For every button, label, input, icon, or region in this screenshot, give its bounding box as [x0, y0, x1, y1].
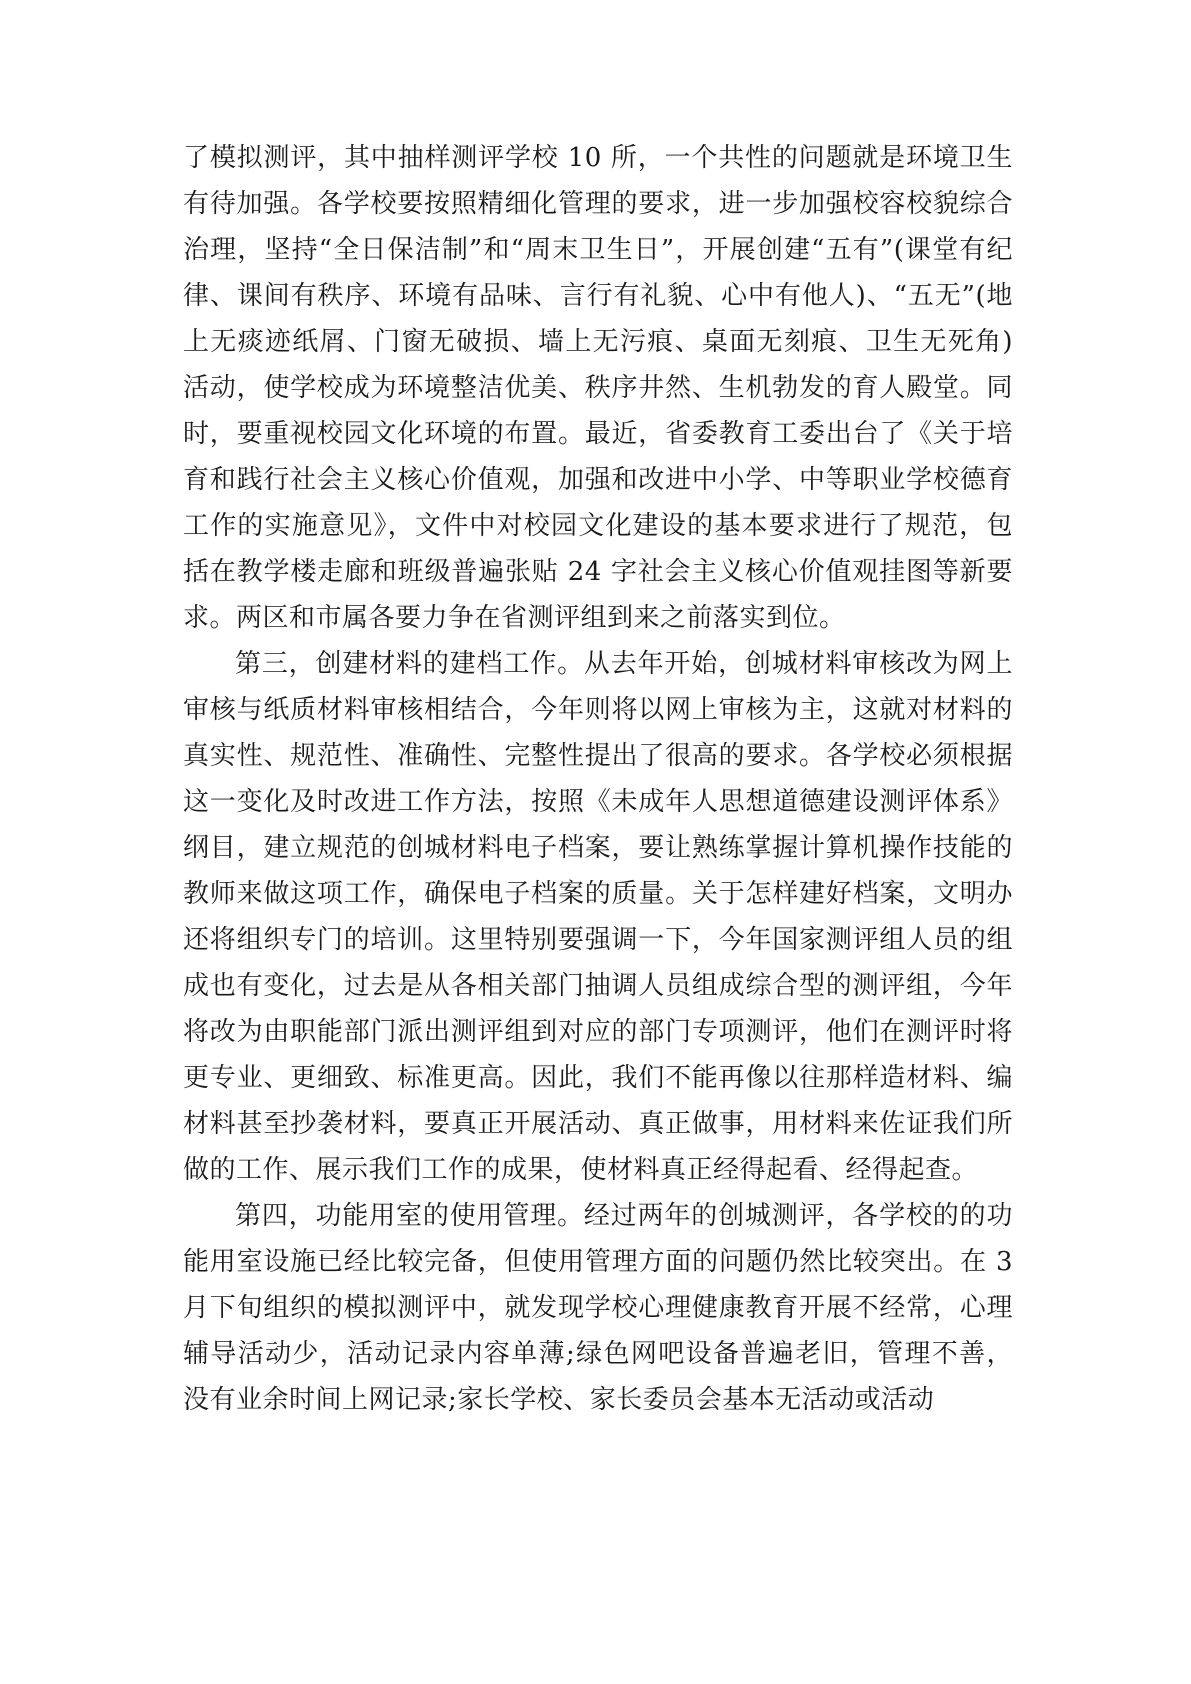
- paragraph-third-archiving: 第三，创建材料的建档工作。从去年开始，创城材料审核改为网上审核与纸质材料审核相结合，今年则将以网上审核为主，这就对材料的真实性、规范性、准确性、完整性提出了很高的要求。各学校必须根据这一变化及时改进工作方法，按照《未成年人思想道德建设测评体系》纲目，建立规范的创城材料电子档案，要让熟练掌握计算机操作技能的教师来做这项工作，确保电子档案的质量。关于怎样建好档案，文明办还将组织专门的培训。这里特别要强调一下，今年国家测评组人员的组成也有变化，过去是从各相关部门抽调人员组成综合型的测评组，今年将改为由职能部门派出测评组到对应的部门专项测评，他们在测评时将更专业、更细致、标准更高。因此，我们不能再像以往那样造材料、编材料甚至抄袭材料，要真正开展活动、真正做事，用材料来佐证我们所做的工作、展示我们工作的成果，使材料真正经得起看、经得起查。: [183, 649, 1013, 1185]
- paragraph-fourth-function-rooms: 第四，功能用室的使用管理。经过两年的创城测评，各学校的的功能用室设施已经比较完备，但使用管理方面的问题仍然比较突出。在 3 月下旬组织的模拟测评中，就发现学校心理健康教育开展不经常，心理辅导活动少，活动记录内容单薄;绿色网吧设备普遍老旧，管理不善，没有业余时间上网记录;家长学校、家长委员会基本无活动或活动: [183, 1201, 1013, 1415]
- document-body: [183, 135, 1013, 1423]
- paragraph-environment-hygiene: 了模拟测评，其中抽样测评学校 10 所，一个共性的问题就是环境卫生有待加强。各学校要按照精细化管理的要求，进一步加强校容校貌综合治理，坚持“全日保洁制”和“周末卫生日”，开展创建“五有”(课堂有纪律、课间有秩序、环境有品味、言行有礼貌、心中有他人)、“五无”(地上无痰迹纸屑、门窗无破损、墙上无污痕、桌面无刻痕、卫生无死角)活动，使学校成为环境整洁优美、秩序井然、生机勃发的育人殿堂。同时，要重视校园文化环境的布置。最近，省委教育工委出台了《关于培育和践行社会主义核心价值观，加强和改进中小学、中等职业学校德育工作的实施意见》，文件中对校园文化建设的基本要求进行了规范，包括在教学楼走廊和班级普遍张贴 24 字社会主义核心价值观挂图等新要求。两区和市属各要力争在省测评组到来之前落实到位。: [183, 143, 1013, 633]
